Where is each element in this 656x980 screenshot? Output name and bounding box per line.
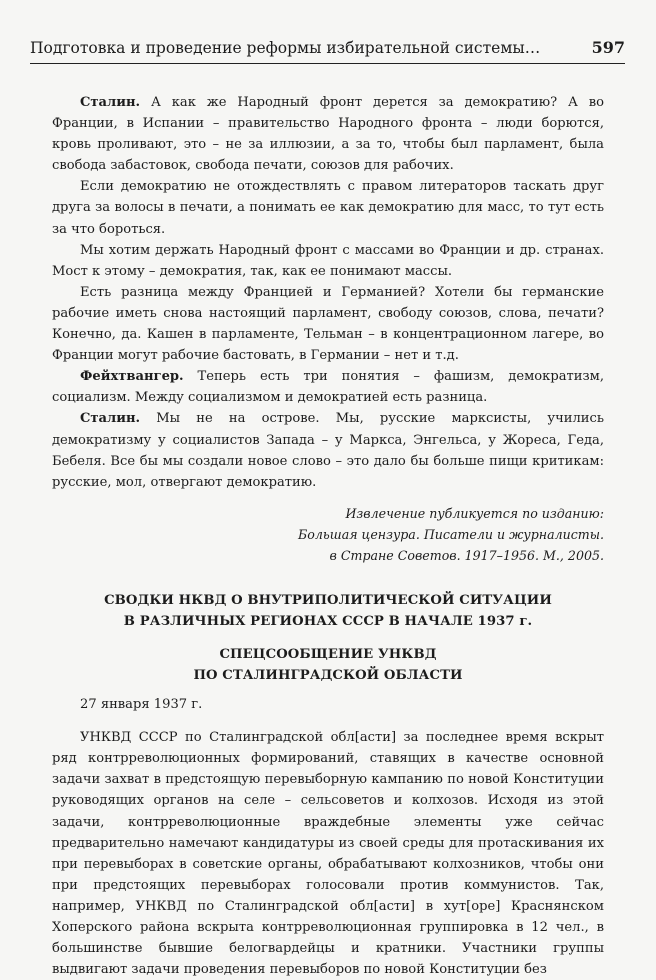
- section-title-line-2: В РАЗЛИЧНЫХ РЕГИОНАХ СССР В НАЧАЛЕ 1937 г.: [123, 614, 533, 630]
- paragraph-text: Мы не на острове. Мы, русские марксисты, учились демократизму у социалистов Запада – у Маркса, Энгельса, у Жореса, Геда, Бебеля. Все бы мы создали новое слово – это дало бы больше пищи критикам: русские, мол, отвергают демократию.: [52, 411, 604, 490]
- source-line-1: Извлечение публикуется по изданию:: [345, 505, 604, 521]
- running-header: [30, 38, 625, 64]
- paragraph: [52, 176, 604, 239]
- paragraph: [52, 282, 604, 366]
- document-text: УНКВД СССР по Сталинградской обл[асти] за последнее время вскрыт ряд контрреволюционных формирований, ставящих в качестве основной задачи захват в предстоящую перевыборную кампанию по новой Конституции руководящих органов на селе – сельсоветов и колхозов. Исходя из этой задачи, контрреволюционные враждебные элементы уже сейчас предварительно намечают кандидатуры из своей среды для протаскивания их при перевыборах в советские органы, обрабатывают колхозников, чтобы они при предстоящих перевыборах голосовали против коммунистов. Так, например, УНКВД по Сталинградской обл[асти] в хут[оре] Краснянском Хоперского района вскрыта контрреволюционная группировка в 12 чел., в большинстве бывшие белогвардейцы и кратники. Участники группы выдвигают задачи проведения перевыборов по новой Конституции без: [52, 730, 604, 978]
- speaker-name: Сталин.: [80, 95, 141, 110]
- speaker-name: Сталин.: [80, 411, 141, 427]
- source-line-3: в Стране Советов. 1917–1956. М., 2005.: [329, 547, 604, 563]
- paragraph: [52, 408, 604, 492]
- source-line-2: Большая цензура. Писатели и журналисты.: [298, 526, 604, 542]
- section-title: [52, 590, 604, 632]
- section-subtitle-line-1: СПЕЦСООБЩЕНИЕ УНКВД: [219, 647, 437, 663]
- paragraph-text: Если демократию не отождествлять с правом литераторов таскать друг друга за волосы в печати, а понимать ее как демократию для масс, то тут есть за что бороться.: [52, 179, 604, 237]
- section-subtitle: [52, 644, 604, 686]
- source-citation: [52, 503, 604, 566]
- paragraph-text: А как же Народный фронт дерется за демократию? А во Франции, в Испании – правительство Народного фронта – люди борются, кровь проливают, это – не за иллюзии, а за то, чтобы был парламент, была свобода забастовок, свобода печати, союзов для рабочих.: [52, 95, 604, 174]
- paragraph: [52, 92, 604, 176]
- paragraph-text: Теперь есть три понятия – фашизм, демократизм, социализм. Между социализмом и демократией есть разница.: [52, 369, 604, 406]
- paragraph: [52, 366, 604, 408]
- page-body: [52, 92, 604, 980]
- speaker-name: Фейхтвангер.: [80, 369, 184, 385]
- paragraph-text: Есть разница между Францией и Германией? Хотели бы германские рабочие иметь снова настоящий парламент, свободу союзов, слова, печати? Конечно, да. Кашен в парламенте, Тельман – в концентрационном лагере, во Франции могут рабочие бастовать, в Германии – нет и т.д.: [52, 284, 604, 364]
- document-date: 27 января 1937 г.: [80, 697, 203, 713]
- section-title-line-1: СВОДКИ НКВД О ВНУТРИПОЛИТИЧЕСКОЙ СИТУАЦИИ: [104, 593, 552, 609]
- paragraph-text: Мы хотим держать Народный фронт с массами во Франции и др. странах. Мост к этому – демократия, так, как ее понимают массы.: [52, 242, 604, 279]
- running-title: Подготовка и проведение реформы избирательной системы…: [30, 39, 541, 57]
- paragraph: [52, 240, 604, 282]
- page-number: 597: [591, 38, 625, 57]
- section-subtitle-line-2: ПО СТАЛИНГРАДСКОЙ ОБЛАСТИ: [193, 668, 463, 684]
